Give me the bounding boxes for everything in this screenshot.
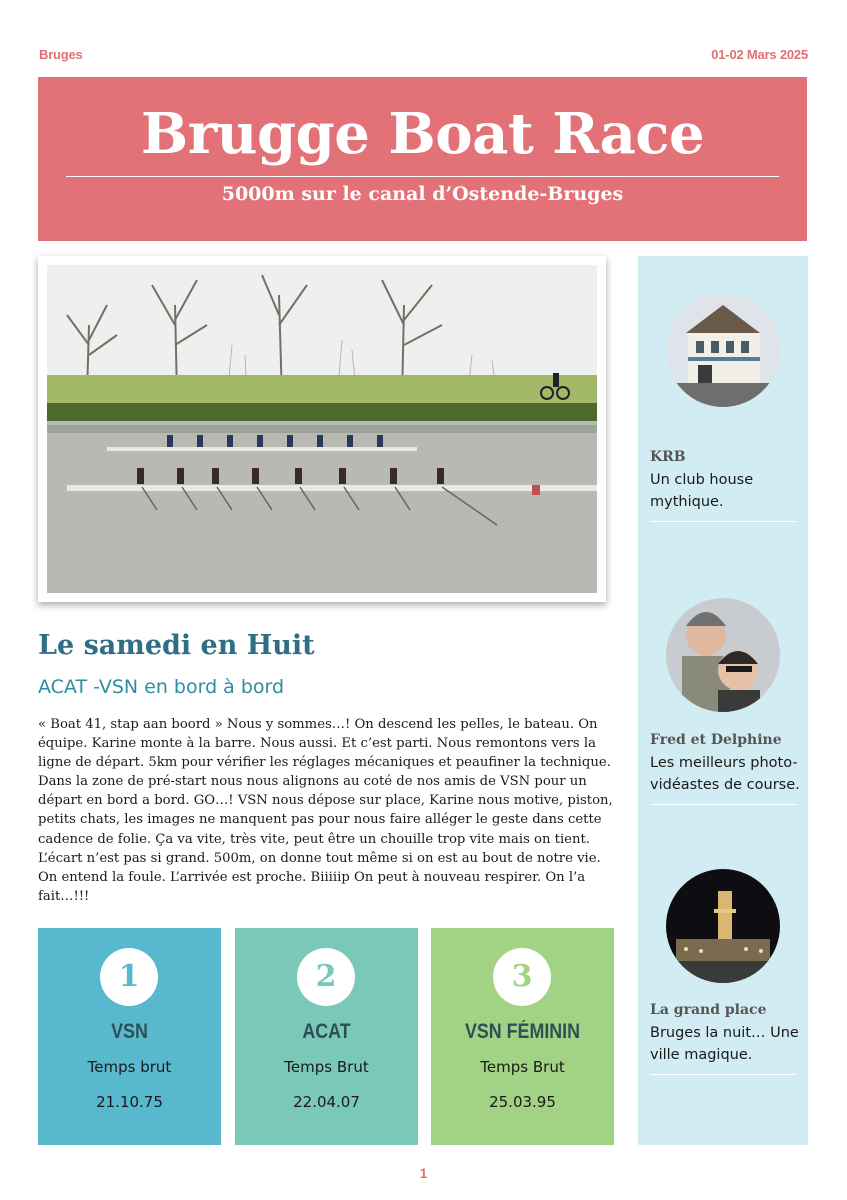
sidebar-item-text: Bruges la nuit… Une ville magique. (650, 1025, 799, 1063)
location-label: Bruges (39, 47, 83, 62)
team-name: ACAT (302, 1020, 351, 1043)
sidebar-item-title: Fred et Delphine (650, 732, 782, 748)
portrait-photo (666, 598, 780, 712)
rowing-illustration (47, 265, 597, 593)
sidebar-divider (650, 1074, 796, 1075)
result-card-1 (38, 928, 221, 1145)
clubhouse-illustration (666, 293, 780, 407)
time-label: Temps Brut (480, 1058, 565, 1076)
rank-badge: 2 (297, 948, 355, 1006)
sidebar-divider (650, 521, 796, 522)
team-name: VSN (111, 1020, 148, 1043)
page-title: Brugge Boat Race (140, 101, 705, 167)
banner-divider (66, 176, 779, 177)
article-title: Le samedi en Huit (38, 630, 315, 661)
article-subtitle: ACAT -VSN en bord à bord (38, 676, 285, 698)
page-number: 1 (419, 1165, 428, 1181)
result-card-3 (431, 928, 614, 1145)
article-body: « Boat 41, stap aan boord » Nous y sommes…! On descend les pelles, le bateau. On équipe. Karine monte à la barre. Nous aussi. Et c’est parti. Nous remontons vers la ligne de départ. 5km pour vérifier les réglages mécaniques et peaufiner la technique. Dans la zone de pré-start nous nous alignons au coté de nos amis de VSN pour un départ en bord a bord. GO…! VSN nous dépose sur place, Karine nous motive, piston, petits chats, les images ne manquent pas pour nous faire alléger le geste dans cette cadence de folie. Ça va vite, très vite, peut être un chouille trop vite mais on tient. L’écart n’est pas si grand. 500m, on donne tout même si on est au bout de notre vie. On entend la foule. L’arrivée est proche. Biiiiip On peut à nouveau respirer. On l’a fait…!!! (38, 717, 613, 904)
sidebar-divider (650, 804, 796, 805)
clubhouse-photo (666, 293, 780, 407)
sidebar (638, 256, 808, 1145)
sidebar-item-title: La grand place (650, 1002, 767, 1018)
rank-badge: 1 (100, 948, 158, 1006)
sidebar-item-text: Un club house mythique. (650, 472, 754, 510)
belfry-night-photo (666, 869, 780, 983)
time-label: Temps Brut (284, 1058, 369, 1076)
time-value: 22.04.07 (293, 1093, 360, 1111)
team-name: VSN FÉMININ (464, 1020, 581, 1043)
title-banner (38, 77, 807, 241)
sidebar-item-title: KRB (650, 449, 686, 465)
time-value: 21.10.75 (96, 1093, 163, 1111)
rank-badge: 3 (493, 948, 551, 1006)
portrait-illustration (666, 598, 780, 712)
time-value: 25.03.95 (489, 1093, 556, 1111)
result-card-2 (235, 928, 418, 1145)
time-label: Temps brut (87, 1058, 172, 1076)
sidebar-item-text: Les meilleurs photo-vidéastes de course. (650, 755, 800, 793)
belfry-illustration (666, 869, 780, 983)
event-dates: 01-02 Mars 2025 (711, 47, 808, 62)
rowing-photo (38, 256, 606, 602)
page-subtitle: 5000m sur le canal d’Ostende-Bruges (221, 183, 624, 205)
